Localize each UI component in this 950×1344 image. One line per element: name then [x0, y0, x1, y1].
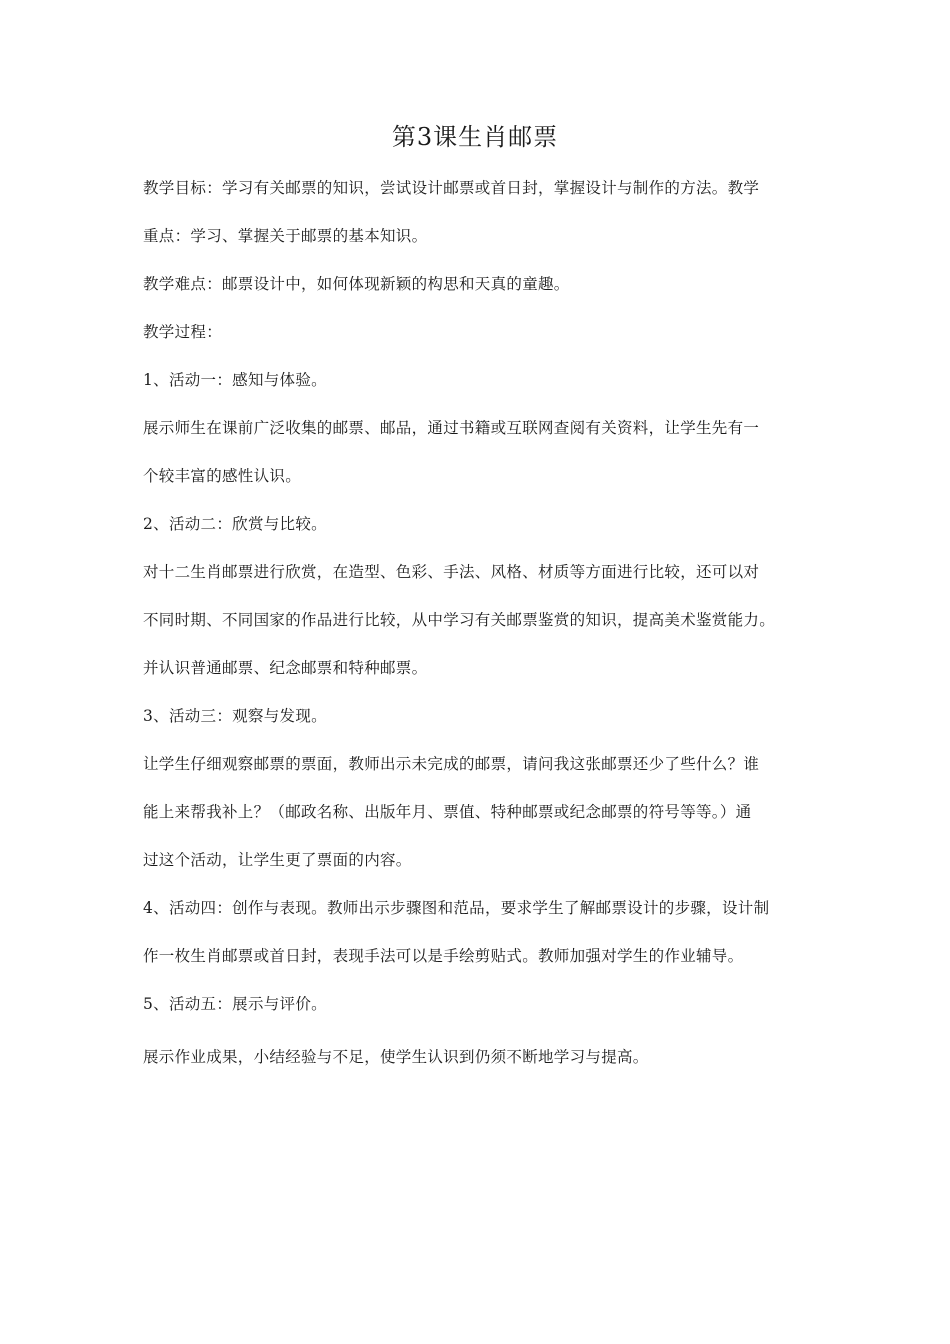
paragraph-line: 教学过程： [143, 323, 223, 341]
paragraph-line: 让学生仔细观察邮票的票面，教师出示未完成的邮票，请问我这张邮票还少了些什么？谁 [143, 755, 760, 773]
paragraph-line: 并认识普通邮票、纪念邮票和特种邮票。 [143, 659, 428, 677]
page-title: 第3课生肖邮票 [391, 123, 559, 151]
paragraph-line: 3、活动三：观察与发现。 [143, 707, 327, 725]
paragraph-line: 2、活动二：欣赏与比较。 [143, 515, 327, 533]
paragraph-line: 5、活动五：展示与评价。 [143, 995, 327, 1013]
paragraph-line: 不同时期、不同国家的作品进行比较，从中学习有关邮票鉴赏的知识，提高美术鉴赏能力。 [143, 611, 776, 629]
paragraph-line: 个较丰富的感性认识。 [143, 467, 302, 485]
paragraph-line: 4、活动四：创作与表现。教师出示步骤图和范品，要求学生了解邮票设计的步骤，设计制 [143, 899, 770, 917]
paragraph-line: 过这个活动，让学生更了票面的内容。 [143, 851, 412, 869]
paragraph-line: 1、活动一：感知与体验。 [143, 371, 327, 389]
paragraph-line: 作一枚生肖邮票或首日封，表现手法可以是手绘剪贴式。教师加强对学生的作业辅导。 [143, 947, 744, 965]
paragraph-line: 教学难点：邮票设计中，如何体现新颖的构思和天真的童趣。 [143, 275, 570, 293]
paragraph-line: 对十二生肖邮票进行欣赏，在造型、色彩、手法、风格、材质等方面进行比较，还可以对 [143, 563, 760, 581]
paragraph-line: 展示师生在课前广泛收集的邮票、邮品，通过书籍或互联网查阅有关资料，让学生先有一 [143, 419, 760, 437]
paragraph-line: 教学目标：学习有关邮票的知识，尝试设计邮票或首日封，掌握设计与制作的方法。教学 [143, 179, 760, 197]
paragraph-line: 重点：学习、掌握关于邮票的基本知识。 [143, 227, 428, 245]
paragraph-line: 能上来帮我补上？（邮政名称、出版年月、票值、特种邮票或纪念邮票的符号等等。）通 [143, 803, 752, 821]
paragraph-line: 展示作业成果，小结经验与不足，使学生认识到仍须不断地学习与提高。 [143, 1048, 649, 1066]
